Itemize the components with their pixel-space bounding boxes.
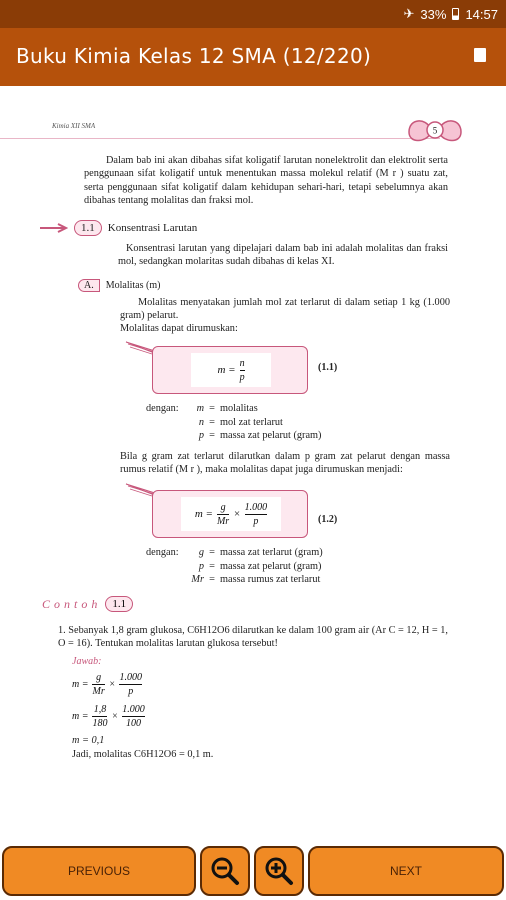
equation-number-1-2: (1.2) bbox=[318, 514, 338, 525]
zoom-in-button[interactable] bbox=[254, 846, 304, 896]
formula-box-1-2 bbox=[152, 490, 308, 538]
airplane-mode-icon: ✈ bbox=[403, 6, 415, 21]
molalitas-definition: Molalitas menyatakan jumlah mol zat terlarut di dalam setiap 1 kg (1.000 gram) pelarut. bbox=[120, 297, 450, 322]
subsection-title: Molalitas (m) bbox=[105, 280, 161, 291]
previous-button[interactable]: PREVIOUS bbox=[2, 846, 196, 896]
battery-percentage: 33% bbox=[420, 6, 447, 22]
formula-1-2: m = $\frac{g}{Mr}$ × $\frac{1.000}{p}$ bbox=[181, 497, 281, 531]
subsection-letter: A. bbox=[78, 279, 100, 292]
contoh-label: Contoh bbox=[42, 596, 102, 611]
contoh-number: 1.1 bbox=[105, 596, 133, 612]
formula-box-1-1 bbox=[152, 346, 308, 394]
equation-number-1-1: (1.1) bbox=[318, 362, 338, 373]
definitions-2: dengan: g = massa zat terlarut (gram) p = massa zat pelarut (gram) Mr = massa rumus zat terlarut bbox=[146, 547, 323, 585]
solution-step-2: m = $\frac{1,8}{180}$ × $\frac{1.000}{100}$ bbox=[72, 700, 145, 732]
battery-icon bbox=[452, 8, 459, 20]
header-divider bbox=[0, 138, 440, 139]
running-header: Kimia XII SMA bbox=[52, 122, 96, 130]
page-number: 5 bbox=[432, 125, 438, 136]
book-page bbox=[0, 86, 506, 804]
intro-paragraph: Dalam bab ini akan dibahas sifat koligatif larutan nonelektrolit dan elektrolit serta penggunaan sifat koligatif untuk menentukan massa molekul relatif (M r ) suatu zat, serta penggunaan sifat koligatif dalam kehidupan sehari-hari, tetapi sebelumnya akan dibahas tentang molalitas dan fraksi mol. bbox=[84, 155, 448, 207]
solution-step-1: m = $\frac{g}{Mr}$ × $\frac{1.000}{p}$ bbox=[72, 668, 142, 700]
solution-step-3: m = 0,1 bbox=[72, 735, 105, 746]
contoh-heading bbox=[42, 596, 133, 612]
zoom-in-icon bbox=[264, 856, 294, 886]
jawab-label: Jawab: bbox=[72, 656, 102, 667]
status-bar bbox=[0, 0, 506, 28]
section-title: Konsentrasi Larutan bbox=[107, 222, 198, 234]
section-paragraph: Konsentrasi larutan yang dipelajari dalam bab ini adalah molalitas dan fraksi mol, sedangkan molaritas sudah dibahas di kelas XI. bbox=[118, 243, 448, 268]
arrow-icon bbox=[40, 223, 68, 233]
bila-paragraph: Bila g gram zat terlarut dilarutkan dalam p gram zat pelarut dengan massa rumus relatif (M r ), maka molalitas dapat juga dirumuskan menjadi: bbox=[120, 451, 450, 476]
overflow-menu-icon[interactable] bbox=[474, 48, 486, 62]
problem-text: 1. Sebanyak 1,8 gram glukosa, C6H12O6 dilarutkan ke dalam 100 gram air (Ar C = 12, H = 1, O = 16). Tentukan molalitas larutan glukosa tersebut! bbox=[58, 625, 448, 650]
clock: 14:57 bbox=[465, 6, 498, 22]
section-number: 1.1 bbox=[74, 220, 102, 236]
section-heading bbox=[40, 220, 197, 236]
dengan-label: dengan: bbox=[146, 403, 179, 414]
conclusion: Jadi, molalitas C6H12O6 = 0,1 m. bbox=[72, 749, 214, 760]
zoom-out-icon bbox=[210, 856, 240, 886]
next-button[interactable]: NEXT bbox=[308, 846, 504, 896]
app-title: Buku Kimia Kelas 12 SMA (12/220) bbox=[16, 44, 372, 68]
app-bar bbox=[0, 28, 506, 86]
formula-1-1: m = $\frac{n}{p}$ bbox=[191, 353, 271, 387]
definitions-1: dengan: m = molalitas n = mol zat terlarut p = massa zat pelarut (gram) bbox=[146, 403, 322, 441]
page-number-ribbon-icon bbox=[406, 114, 464, 144]
zoom-out-button[interactable] bbox=[200, 846, 250, 896]
molalitas-intro: Molalitas dapat dirumuskan: bbox=[120, 323, 238, 334]
subsection-heading bbox=[78, 279, 160, 292]
navigation-bar bbox=[0, 832, 506, 900]
